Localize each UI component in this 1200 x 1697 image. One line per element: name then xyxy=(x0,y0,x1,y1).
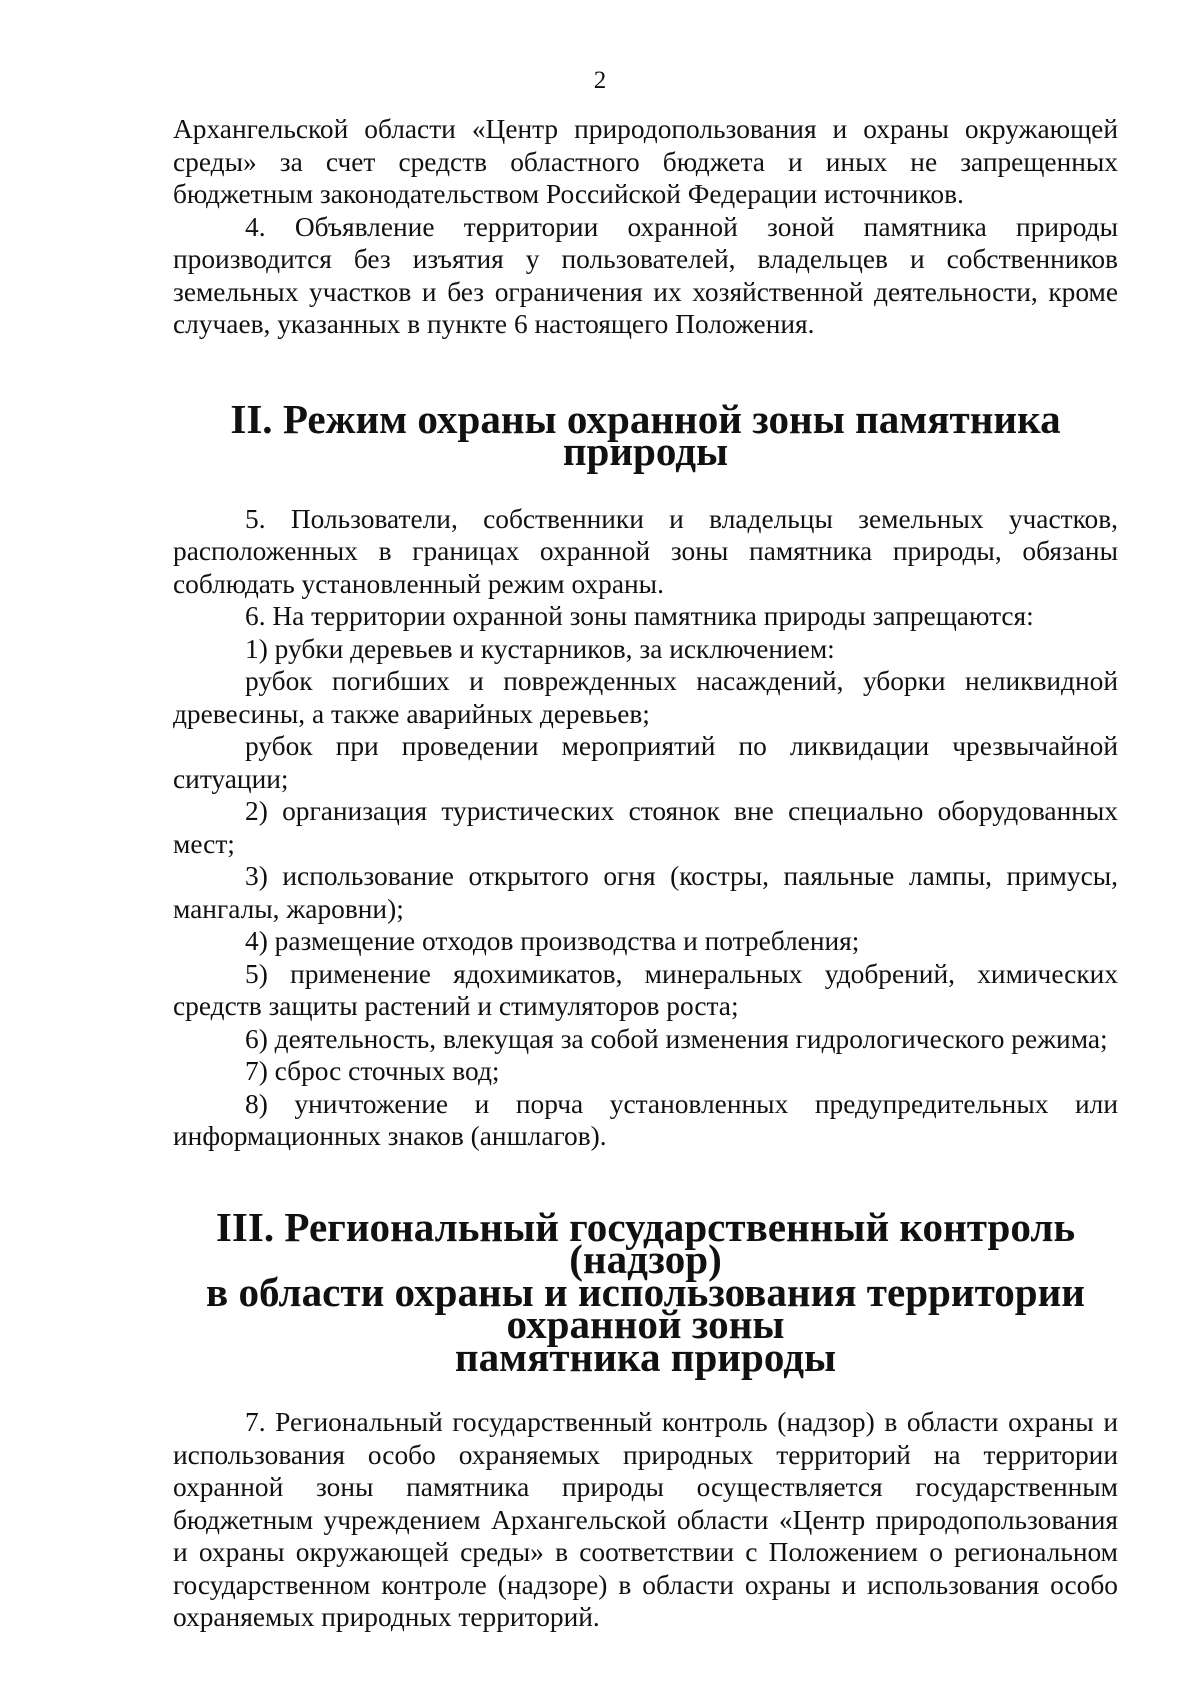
clause-6-item-1-exception-b: рубок при проведении мероприятий по ликвидации чрезвычайной ситуации; xyxy=(173,731,1118,794)
clause-6-item-4: 4) размещение отходов производства и потребления; xyxy=(245,926,860,956)
clause-6-item-5: 5) применение ядохимикатов, минеральных удобрений, химических средств защиты растений и стимуляторов роста; xyxy=(173,958,1118,1021)
clause-6-item-7: 7) сброс сточных вод; xyxy=(245,1056,500,1086)
section-2-heading: II. Режим охраны охранной зоны памятника природы xyxy=(230,395,1061,474)
section-3-heading-line: III. Региональный государственный контроль (надзор) xyxy=(215,1203,1076,1282)
section-3-heading-line: в области охраны и использования территории охранной зоны xyxy=(206,1268,1085,1347)
spacer xyxy=(173,341,1118,403)
clause-6-item-6: 6) деятельность, влекущая за собой изменения гидрологического режима; xyxy=(245,1023,1108,1054)
clause-6-item-1-exception-a: рубок погибших и поврежденных насаждений, уборки неликвидной древесины, а также аварийных деревьев; xyxy=(173,666,1118,729)
intro-paragraph: Архангельской области «Центр природопользования и охраны окружающей среды» за счет средств областного бюджета и иных не запрещенных бюджетным законодательством Российской Федерации источников. xyxy=(173,114,1118,209)
document-body xyxy=(173,113,1118,1634)
section-3-heading xyxy=(173,1203,1118,1380)
clause-6: 6. На территории охранной зоны памятника природы запрещаются: xyxy=(245,601,1034,631)
clause-6-item-3: 3) использование открытого огня (костры, паяльные лампы, примусы, мангалы, жаровни); xyxy=(173,861,1118,924)
clause-6-item-1: 1) рубки деревьев и кустарников, за исключением: xyxy=(245,633,835,664)
clause-4: 4. Объявление территории охранной зоной памятника природы производится без изъятия у пользователей, владельцев и собственников земельных участков и без ограничения их хозяйственной деятельности, кроме случаев, указанных в пункте 6 настоящего Положения. xyxy=(173,211,1118,339)
spacer xyxy=(173,1153,1118,1211)
section-3-heading-line: памятника природы xyxy=(454,1333,837,1380)
clause-6-item-8: 8) уничтожение и порча установленных предупредительных или информационных знаков (аншлагов). xyxy=(173,1088,1118,1151)
page-number: 2 xyxy=(593,67,607,94)
clause-6-item-2: 2) организация туристических стоянок вне специально оборудованных мест; xyxy=(173,796,1118,859)
clause-7: 7. Региональный государственный контроль (надзор) в области охраны и использования особо охраняемых природных территорий на территории охранной зоны памятника природы осуществляется государственным бюджетным учреждением Архангельской области «Центр природопользования и охраны окружающей среды» в соответствии с Положением о региональном государственном контроле (надзоре) в области охраны и использования особо охраняемых природных территорий. xyxy=(173,1407,1118,1632)
clause-5: 5. Пользователи, собственники и владельцы земельных участков, расположенных в границах охранной зоны памятника природы, обязаны соблюдать установленный режим охраны. xyxy=(173,503,1118,599)
